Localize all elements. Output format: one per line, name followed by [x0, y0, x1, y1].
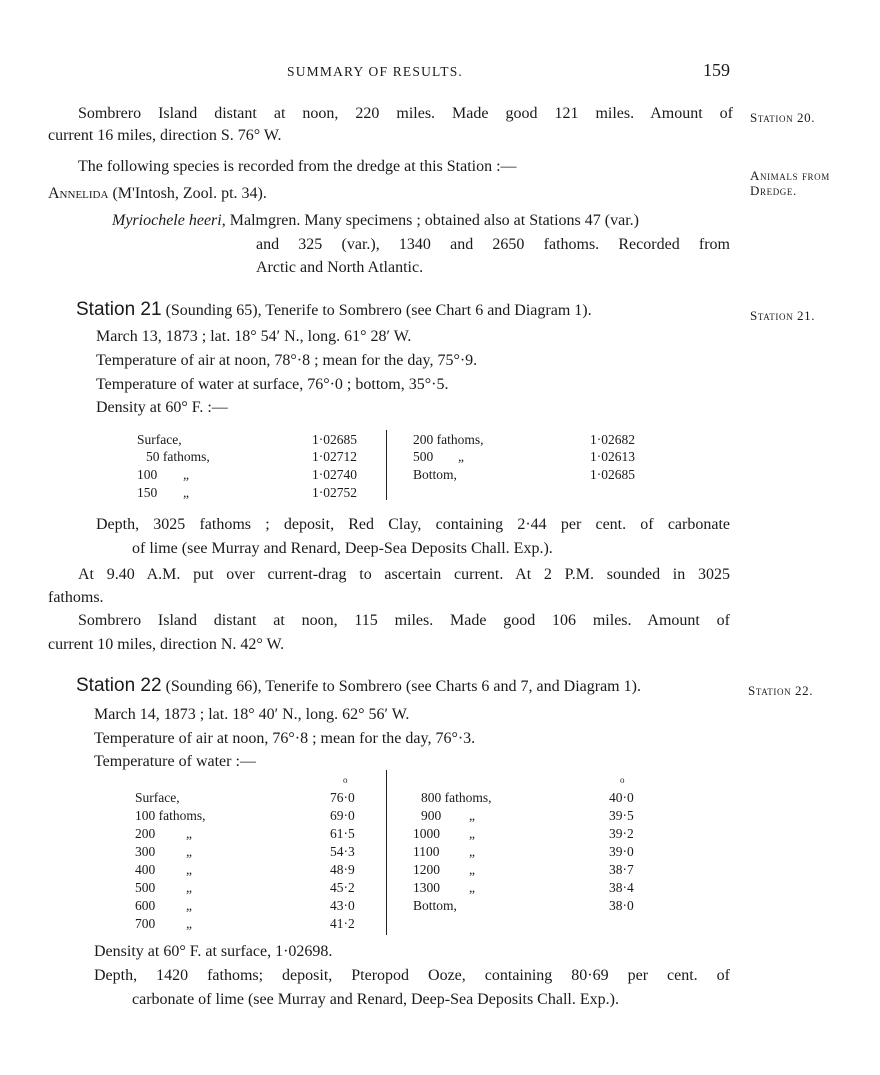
- table-cell: „: [183, 485, 189, 500]
- table-cell: „: [458, 449, 464, 464]
- table-cell: Surface,: [137, 432, 182, 447]
- degree-mark: o: [620, 775, 625, 785]
- sidenote-station-21: Station 21.: [750, 308, 816, 323]
- table-cell: 39·2: [609, 826, 634, 841]
- table-cell: 100 fathoms,: [135, 808, 206, 823]
- page-number: 159: [703, 60, 730, 80]
- table-cell: 800 fathoms,: [421, 790, 492, 805]
- s20-species-intro: The following species is recorded from the dredge at this Station :—: [78, 158, 517, 175]
- s21-depth-line2: of lime (see Murray and Renard, Deep-Sea Deposits Chall. Exp.).: [132, 540, 553, 557]
- table-cell: 39·5: [609, 808, 634, 823]
- table-cell: 38·0: [609, 898, 634, 913]
- table-cell: 61·5: [330, 826, 355, 841]
- s21-current-line1: At 9.40 A.M. put over current-drag to ascertain current. At 2 P.M. sounded in 3025: [78, 566, 730, 583]
- table-cell: 43·0: [330, 898, 355, 913]
- table-cell: „: [186, 844, 192, 859]
- table-cell: 38·7: [609, 862, 634, 877]
- table-cell: 700: [135, 916, 156, 931]
- degree-mark: o: [343, 775, 348, 785]
- table-cell: „: [186, 898, 192, 913]
- table-cell: 1·02685: [590, 467, 635, 482]
- table-cell: „: [186, 862, 192, 877]
- table-cell: Bottom,: [413, 467, 457, 482]
- table-cell: 1·02712: [312, 449, 357, 464]
- table-cell: 1300: [413, 880, 440, 895]
- running-header: SUMMARY OF RESULTS.: [287, 64, 463, 79]
- species-line3: Arctic and North Atlantic.: [256, 259, 424, 276]
- s21-water-temp: Temperature of water at surface, 76°·0 ; bottom, 35°·5.: [96, 376, 449, 393]
- s22-depth-line1: Depth, 1420 fathoms; deposit, Pteropod Ooze, containing 80·69 per cent. of: [94, 967, 730, 984]
- s22-density: Density at 60° F. at surface, 1·02698.: [94, 943, 333, 960]
- table-cell: 1·02613: [590, 449, 635, 464]
- table-cell: 39·0: [609, 844, 634, 859]
- table-cell: 500: [135, 880, 156, 895]
- species-line1: [112, 212, 639, 230]
- sidenote-station-22: Station 22.: [748, 683, 814, 698]
- table-cell: 1·02685: [312, 432, 357, 447]
- species-line1-text: , Malmgren. Many specimens ; obtained also at Stations 47 (var.): [221, 212, 639, 229]
- s22-water-label: Temperature of water :—: [94, 753, 256, 770]
- table-cell: „: [469, 826, 475, 841]
- table-cell: „: [469, 862, 475, 877]
- table-cell: 150: [137, 485, 158, 500]
- annelida-heading: [48, 185, 267, 203]
- s20-sombrero-line1: Sombrero Island distant at noon, 220 miles. Made good 121 miles. Amount of: [78, 105, 733, 122]
- s21-depth-line1: Depth, 3025 fathoms ; deposit, Red Clay, containing 2·44 per cent. of carbonate: [96, 516, 730, 533]
- table-cell: 1200: [413, 862, 440, 877]
- s21-density-label: Density at 60° F. :—: [96, 399, 228, 416]
- table-cell: „: [469, 808, 475, 823]
- table-cell: 69·0: [330, 808, 355, 823]
- s21-air-temp: Temperature of air at noon, 78°·8 ; mean for the day, 75°·9.: [96, 352, 478, 369]
- station-21-title: Station 21: [76, 299, 162, 320]
- s20-sombrero-line2: current 16 miles, direction S. 76° W.: [48, 127, 282, 144]
- station-22-title-rest: (Sounding 66), Tenerife to Sombrero (see Charts 6 and 7, and Diagram 1).: [161, 678, 641, 695]
- column-divider: [386, 430, 387, 500]
- species-name: Myriochele heeri: [112, 212, 222, 229]
- s21-sombrero-line1: Sombrero Island distant at noon, 115 miles. Made good 106 miles. Amount of: [78, 612, 730, 629]
- annelida-name: Annelida: [48, 185, 109, 202]
- table-cell: 76·0: [330, 790, 355, 805]
- table-cell: Surface,: [135, 790, 180, 805]
- sidenote-station-20: Station 20.: [750, 110, 816, 125]
- table-cell: 1·02682: [590, 432, 635, 447]
- table-cell: 1100: [413, 844, 440, 859]
- sidenote-animals-line1: Animals from: [750, 168, 830, 183]
- station-21-title-rest: (Sounding 65), Tenerife to Sombrero (see Chart 6 and Diagram 1).: [161, 302, 592, 319]
- table-cell: „: [469, 844, 475, 859]
- table-cell: 40·0: [609, 790, 634, 805]
- table-cell: Bottom,: [413, 898, 457, 913]
- table-cell: 38·4: [609, 880, 634, 895]
- table-cell: 600: [135, 898, 156, 913]
- table-cell: 100: [137, 467, 158, 482]
- s22-air-temp: Temperature of air at noon, 76°·8 ; mean for the day, 76°·3.: [94, 730, 476, 747]
- s21-current-line2: fathoms.: [48, 589, 104, 606]
- sidenote-animals-line2: Dredge.: [750, 183, 797, 198]
- table-cell: 48·9: [330, 862, 355, 877]
- table-cell: „: [186, 916, 192, 931]
- table-cell: 300: [135, 844, 156, 859]
- station-21-heading: [76, 299, 592, 321]
- table-cell: 400: [135, 862, 156, 877]
- s21-sombrero-line2: current 10 miles, direction N. 42° W.: [48, 636, 285, 653]
- annelida-ref: (M'Intosh, Zool. pt. 34).: [108, 185, 267, 202]
- s21-date: March 13, 1873 ; lat. 18° 54′ N., long. 61° 28′ W.: [96, 328, 412, 345]
- table-cell: „: [186, 880, 192, 895]
- table-cell: 500: [413, 449, 434, 464]
- table-cell: „: [186, 826, 192, 841]
- table-cell: „: [183, 467, 189, 482]
- station-22-title: Station 22: [76, 675, 162, 696]
- s22-date: March 14, 1873 ; lat. 18° 40′ N., long. 62° 56′ W.: [94, 706, 410, 723]
- column-divider: [386, 770, 387, 935]
- table-cell: 41·2: [330, 916, 355, 931]
- s22-depth-line2: carbonate of lime (see Murray and Renard, Deep-Sea Deposits Chall. Exp.).: [132, 991, 619, 1008]
- table-cell: 54·3: [330, 844, 355, 859]
- table-cell: 45·2: [330, 880, 355, 895]
- species-line2: and 325 (var.), 1340 and 2650 fathoms. Recorded from: [256, 236, 730, 253]
- table-cell: 900: [421, 808, 442, 823]
- table-cell: 50 fathoms,: [146, 449, 210, 464]
- table-cell: 200: [135, 826, 156, 841]
- table-cell: „: [469, 880, 475, 895]
- table-cell: 1·02752: [312, 485, 357, 500]
- station-22-heading: [76, 675, 641, 697]
- table-cell: 200 fathoms,: [413, 432, 484, 447]
- table-cell: 1·02740: [312, 467, 357, 482]
- table-cell: 1000: [413, 826, 440, 841]
